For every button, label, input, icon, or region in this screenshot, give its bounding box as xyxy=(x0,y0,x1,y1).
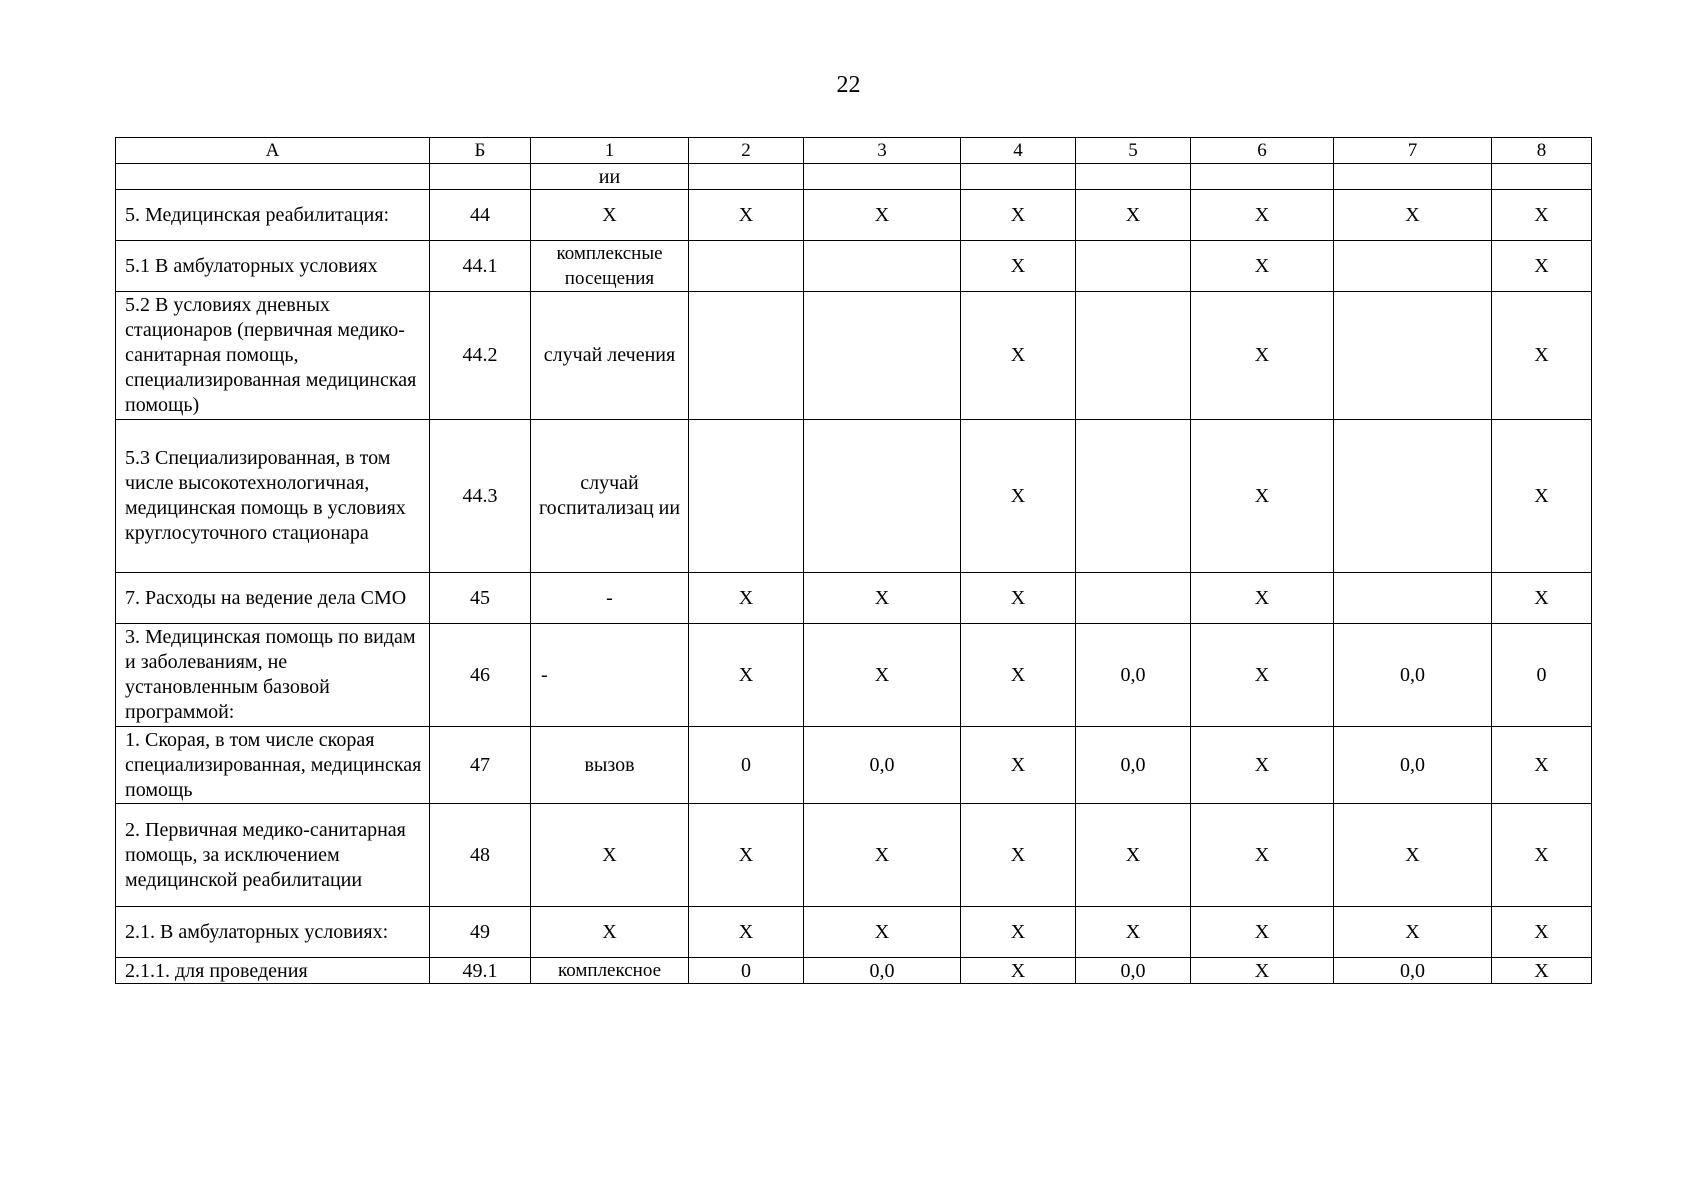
table-cell: Х xyxy=(961,420,1076,573)
table-cell: 0,0 xyxy=(804,727,961,804)
column-header-5: 5 xyxy=(1076,138,1191,164)
table-cell xyxy=(1076,164,1191,190)
table-cell: Х xyxy=(1191,190,1334,241)
column-header-7: 7 xyxy=(1334,138,1492,164)
table-cell: Х xyxy=(961,624,1076,727)
table-cell: Х xyxy=(961,907,1076,958)
row-code-cell: 47 xyxy=(430,727,531,804)
table-cell: Х xyxy=(1492,573,1592,624)
table-cell xyxy=(689,292,804,420)
table-cell: Х xyxy=(689,573,804,624)
column-header-1: 1 xyxy=(531,138,689,164)
table-row xyxy=(116,241,1592,292)
table-cell: Х xyxy=(1191,958,1334,984)
table-cell: Х xyxy=(1191,420,1334,573)
column-header-3: 3 xyxy=(804,138,961,164)
table-cell: Х xyxy=(689,624,804,727)
row-code-cell: 48 xyxy=(430,804,531,907)
table-cell: Х xyxy=(1191,573,1334,624)
table-cell: Х xyxy=(1191,624,1334,727)
table-cell xyxy=(689,241,804,292)
table-row xyxy=(116,573,1592,624)
table-cell xyxy=(689,164,804,190)
row-unit-cell: комплексные посещения xyxy=(531,241,689,292)
row-unit-cell: Х xyxy=(531,190,689,241)
table-cell: 0,0 xyxy=(1076,958,1191,984)
row-name-cell: 5.3 Специализированная, в том числе высокотехнологичная, медицинская помощь в условиях круглосуточного стационара xyxy=(116,420,430,573)
table-cell xyxy=(804,241,961,292)
table-cell xyxy=(1076,292,1191,420)
row-code-cell: 46 xyxy=(430,624,531,727)
table-row xyxy=(116,958,1592,984)
table-cell: Х xyxy=(1191,241,1334,292)
table-cell: 0 xyxy=(689,727,804,804)
table-cell: Х xyxy=(1492,958,1592,984)
table-cell: Х xyxy=(804,190,961,241)
row-name-cell: 3. Медицинская помощь по видам и заболеваниям, не установленным базовой программой: xyxy=(116,624,430,727)
table-cell xyxy=(804,164,961,190)
row-unit-cell: Х xyxy=(531,804,689,907)
table-cell: Х xyxy=(804,624,961,727)
column-header-8: 8 xyxy=(1492,138,1592,164)
table-cell xyxy=(1334,292,1492,420)
table-cell: Х xyxy=(689,907,804,958)
table-cell: Х xyxy=(961,292,1076,420)
table-cell xyxy=(1334,420,1492,573)
table-cell: Х xyxy=(1191,727,1334,804)
row-unit-cell: Х xyxy=(531,907,689,958)
column-header-a: А xyxy=(116,138,430,164)
table-cell: Х xyxy=(1492,190,1592,241)
column-header-b: Б xyxy=(430,138,531,164)
table-cell xyxy=(1334,164,1492,190)
table-cell: Х xyxy=(804,907,961,958)
row-code-cell: 44 xyxy=(430,190,531,241)
column-header-4: 4 xyxy=(961,138,1076,164)
table-cell xyxy=(961,164,1076,190)
row-name-cell: 2.1. В амбулаторных условиях: xyxy=(116,907,430,958)
table-row xyxy=(116,727,1592,804)
table-cell: 0,0 xyxy=(1076,624,1191,727)
table-row xyxy=(116,420,1592,573)
table-cell: Х xyxy=(1492,292,1592,420)
table-cell: Х xyxy=(1492,804,1592,907)
column-header-6: 6 xyxy=(1191,138,1334,164)
table-row xyxy=(116,804,1592,907)
table-cell: 0 xyxy=(689,958,804,984)
table-cell: Х xyxy=(961,190,1076,241)
table-cell: 0 xyxy=(1492,624,1592,727)
row-unit-cell: случай госпитализац ии xyxy=(531,420,689,573)
row-name-cell: 5. Медицинская реабилитация: xyxy=(116,190,430,241)
row-unit-cell: случай лечения xyxy=(531,292,689,420)
row-code-cell: 49 xyxy=(430,907,531,958)
table-cell: Х xyxy=(1492,241,1592,292)
row-name-cell: 7. Расходы на ведение дела СМО xyxy=(116,573,430,624)
table-cell: Х xyxy=(1191,907,1334,958)
table-cell xyxy=(1076,420,1191,573)
row-name-cell: 5.1 В амбулаторных условиях xyxy=(116,241,430,292)
table-cell xyxy=(1334,241,1492,292)
row-name-cell: 2. Первичная медико-санитарная помощь, за исключением медицинской реабилитации xyxy=(116,804,430,907)
table-cell: Х xyxy=(1191,292,1334,420)
table-cell: Х xyxy=(1076,804,1191,907)
table-row xyxy=(116,907,1592,958)
table-cell xyxy=(1076,241,1191,292)
row-code-cell: 44.2 xyxy=(430,292,531,420)
table-cell xyxy=(804,292,961,420)
table-cell xyxy=(804,420,961,573)
table-cell: 0,0 xyxy=(804,958,961,984)
table-cell: 0,0 xyxy=(1334,727,1492,804)
row-unit-cell: - xyxy=(531,624,689,727)
table-cell: Х xyxy=(1334,907,1492,958)
table-cell xyxy=(1334,573,1492,624)
table-cell: Х xyxy=(961,241,1076,292)
table-cell: 0,0 xyxy=(1334,624,1492,727)
table-cell: Х xyxy=(1191,804,1334,907)
row-code-cell: 45 xyxy=(430,573,531,624)
column-header-2: 2 xyxy=(689,138,804,164)
table-cell: Х xyxy=(804,573,961,624)
row-name-cell: 2.1.1. для проведения xyxy=(116,958,430,984)
table-row xyxy=(116,190,1592,241)
row-code-cell: 49.1 xyxy=(430,958,531,984)
table-row xyxy=(116,292,1592,420)
table-cell: Х xyxy=(961,727,1076,804)
table-cell xyxy=(1492,164,1592,190)
table-cell: Х xyxy=(1334,190,1492,241)
table-cell: Х xyxy=(1076,907,1191,958)
table-cell: Х xyxy=(1076,190,1191,241)
table-cell: Х xyxy=(689,804,804,907)
table-cell xyxy=(1076,573,1191,624)
row-unit-cell: комплексное xyxy=(531,958,689,984)
table-cell: Х xyxy=(1492,727,1592,804)
table-header-row xyxy=(116,138,1592,164)
table-cell: Х xyxy=(961,804,1076,907)
table-cell xyxy=(1191,164,1334,190)
row-code-cell xyxy=(430,164,531,190)
table-row xyxy=(116,624,1592,727)
table-cell: Х xyxy=(1334,804,1492,907)
row-unit-cell: - xyxy=(531,573,689,624)
table-row xyxy=(116,164,1592,190)
table-cell: Х xyxy=(804,804,961,907)
table-cell: 0,0 xyxy=(1076,727,1191,804)
table-cell: Х xyxy=(961,573,1076,624)
table-cell: Х xyxy=(1492,420,1592,573)
table-cell xyxy=(689,420,804,573)
table-cell: Х xyxy=(1492,907,1592,958)
row-code-cell: 44.3 xyxy=(430,420,531,573)
data-table xyxy=(115,137,1592,984)
row-name-cell: 1. Скорая, в том числе скорая специализированная, медицинская помощь xyxy=(116,727,430,804)
table-cell: Х xyxy=(689,190,804,241)
table-cell: 0,0 xyxy=(1334,958,1492,984)
row-unit-cell: ии xyxy=(531,164,689,190)
row-name-cell: 5.2 В условиях дневных стационаров (первичная медико-санитарная помощь, специализированная медицинская помощь) xyxy=(116,292,430,420)
row-unit-cell: вызов xyxy=(531,727,689,804)
table-cell: Х xyxy=(961,958,1076,984)
row-code-cell: 44.1 xyxy=(430,241,531,292)
page-number: 22 xyxy=(836,72,861,98)
row-name-cell xyxy=(116,164,430,190)
